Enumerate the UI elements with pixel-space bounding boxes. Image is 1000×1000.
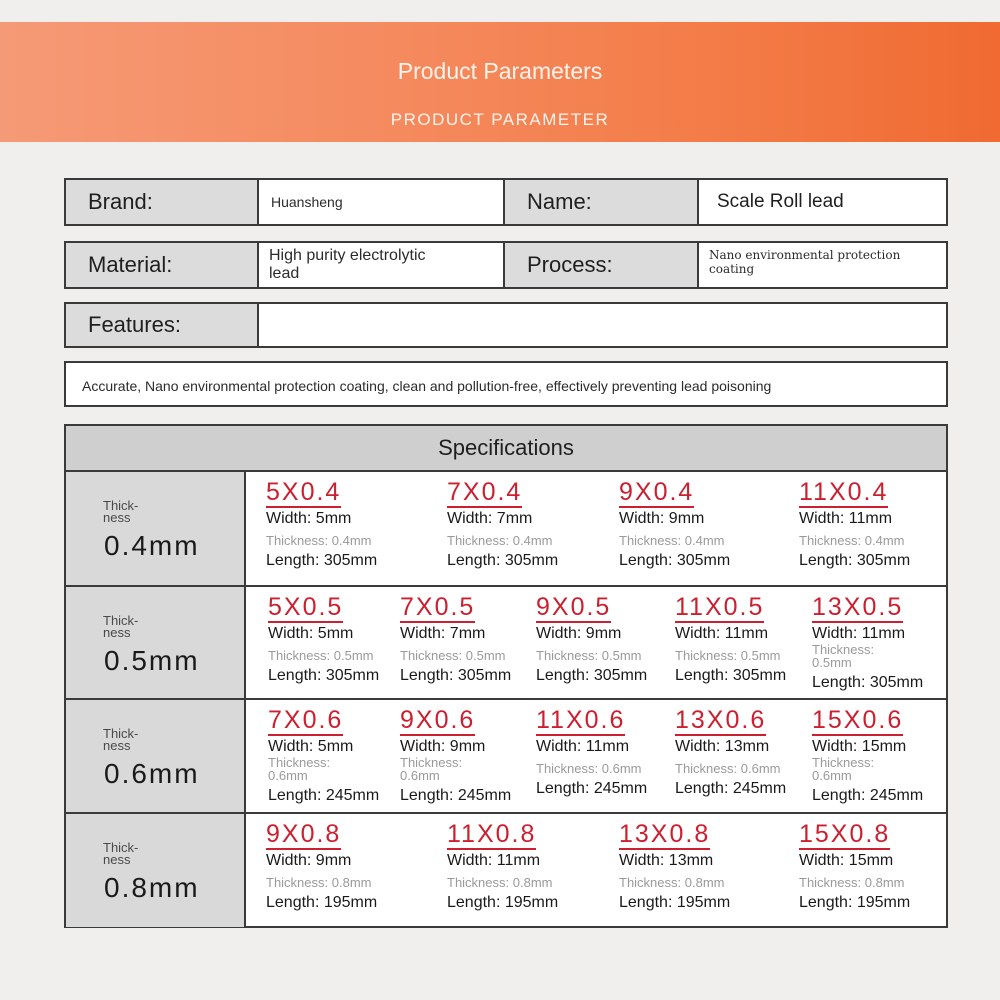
thickness-value: 0.4mm xyxy=(104,530,200,561)
spec-width: Width: 11mm xyxy=(812,625,906,642)
thickness-cell xyxy=(66,700,246,813)
thickness-cell xyxy=(66,472,246,585)
material-value-cell xyxy=(257,243,503,287)
spec-length: Length: 245mm xyxy=(400,787,512,804)
thickness-label: Thick-ness xyxy=(103,726,139,753)
spec-row xyxy=(66,472,946,585)
thickness-label: Thick-ness xyxy=(103,498,139,525)
spec-length: Length: 245mm xyxy=(812,787,924,804)
spec-thickness: Thickness: 0.6mm xyxy=(812,755,875,783)
features-label: Features: xyxy=(88,312,181,337)
spec-length: Length: 195mm xyxy=(619,894,731,911)
spec-code: 15X0.6 xyxy=(812,706,904,734)
thickness-cell xyxy=(66,587,246,700)
spec-item xyxy=(447,820,558,912)
spec-code: 11X0.8 xyxy=(447,820,537,848)
process-value-cell xyxy=(697,243,946,287)
spec-length: Length: 305mm xyxy=(619,552,731,569)
spec-row xyxy=(66,587,946,700)
spec-length: Length: 305mm xyxy=(799,552,911,569)
spec-length: Length: 245mm xyxy=(268,787,380,804)
spec-item xyxy=(400,706,511,805)
spec-thickness: Thickness: 0.8mm xyxy=(266,875,372,890)
spec-width: Width: 11mm xyxy=(536,738,630,755)
spec-width: Width: 11mm xyxy=(675,625,769,642)
page-title: Product Parameters xyxy=(397,58,603,84)
features-row xyxy=(64,302,948,348)
page-subtitle: PRODUCT PARAMETER xyxy=(390,110,610,129)
spec-width: Width: 5mm xyxy=(268,625,354,642)
spec-item xyxy=(266,478,377,570)
spec-width: Width: 5mm xyxy=(268,738,354,755)
spec-thickness: Thickness: 0.4mm xyxy=(799,533,905,548)
spec-length: Length: 305mm xyxy=(268,667,380,684)
spec-item xyxy=(812,593,923,692)
spec-item xyxy=(619,478,730,570)
spec-code: 15X0.8 xyxy=(799,820,891,848)
spec-width: Width: 7mm xyxy=(400,625,486,642)
spec-item xyxy=(447,478,558,570)
process-value: Nano environmental protection coating xyxy=(709,248,901,276)
spec-thickness: Thickness: 0.8mm xyxy=(619,875,725,890)
name-value: Scale Roll lead xyxy=(717,191,844,212)
spec-length: Length: 195mm xyxy=(799,894,911,911)
spec-code: 7X0.4 xyxy=(447,478,523,506)
spec-length: Length: 305mm xyxy=(812,674,924,691)
spec-thickness: Thickness: 0.4mm xyxy=(266,533,372,548)
header-banner xyxy=(0,22,1000,142)
spec-code: 9X0.8 xyxy=(266,820,342,848)
spec-item xyxy=(799,820,910,912)
spec-length: Length: 305mm xyxy=(400,667,512,684)
spec-thickness: Thickness: 0.8mm xyxy=(799,875,905,890)
spec-width: Width: 9mm xyxy=(400,738,486,755)
spec-thickness: Thickness: 0.6mm xyxy=(675,761,781,776)
spec-code: 11X0.5 xyxy=(675,593,765,621)
spec-thickness: Thickness: 0.5mm xyxy=(536,648,642,663)
spec-width: Width: 15mm xyxy=(799,852,894,869)
spec-width: Width: 15mm xyxy=(812,738,907,755)
spec-code: 7X0.5 xyxy=(400,593,476,621)
spec-width: Width: 13mm xyxy=(675,738,770,755)
spec-length: Length: 305mm xyxy=(536,667,648,684)
spec-length: Length: 195mm xyxy=(266,894,378,911)
thickness-label: Thick-ness xyxy=(103,840,139,867)
spec-code: 11X0.6 xyxy=(536,706,626,734)
spec-code: 13X0.6 xyxy=(675,706,767,734)
spec-thickness: Thickness: 0.5mm xyxy=(400,648,506,663)
spec-code: 9X0.5 xyxy=(536,593,612,621)
brand-value-cell xyxy=(257,180,503,224)
name-label: Name: xyxy=(527,189,592,214)
process-label: Process: xyxy=(527,252,613,277)
spec-item xyxy=(536,706,647,798)
process-label-cell xyxy=(503,243,697,287)
brand-value: Huansheng xyxy=(271,194,343,210)
spec-code: 5X0.4 xyxy=(266,478,342,506)
brand-label-cell xyxy=(66,180,257,224)
spec-thickness: Thickness: 0.6mm xyxy=(268,755,331,783)
material-label-cell xyxy=(66,243,257,287)
spec-width: Width: 7mm xyxy=(447,510,533,527)
spec-code: 7X0.6 xyxy=(268,706,344,734)
spec-code: 9X0.4 xyxy=(619,478,695,506)
spec-thickness: Thickness: 0.6mm xyxy=(400,755,463,783)
spec-length: Length: 305mm xyxy=(447,552,559,569)
spec-width: Width: 9mm xyxy=(266,852,352,869)
spec-width: Width: 9mm xyxy=(536,625,622,642)
spec-code: 9X0.6 xyxy=(400,706,476,734)
spec-item xyxy=(675,593,786,685)
brand-name-row xyxy=(64,178,948,226)
thickness-value: 0.5mm xyxy=(104,645,200,676)
thickness-value: 0.8mm xyxy=(104,872,200,903)
spec-item xyxy=(619,820,730,912)
spec-item xyxy=(400,593,511,685)
thickness-label: Thick-ness xyxy=(103,613,139,640)
features-label-cell xyxy=(66,304,257,346)
spec-thickness: Thickness: 0.4mm xyxy=(619,533,725,548)
material-process-row xyxy=(64,241,948,289)
spec-thickness: Thickness: 0.5mm xyxy=(268,648,374,663)
spec-length: Length: 195mm xyxy=(447,894,559,911)
spec-code: 13X0.8 xyxy=(619,820,711,848)
spec-length: Length: 245mm xyxy=(536,780,648,797)
spec-item xyxy=(268,593,379,685)
features-text: Accurate, Nano environmental protection coating, clean and pollution-free, effectively preventing lead poisoning xyxy=(82,378,772,394)
material-label: Material: xyxy=(88,252,173,277)
thickness-value: 0.6mm xyxy=(104,758,200,789)
spec-width: Width: 9mm xyxy=(619,510,705,527)
thickness-cell xyxy=(66,814,246,927)
spec-thickness: Thickness: 0.5mm xyxy=(812,642,875,670)
spec-item xyxy=(268,706,379,805)
spec-width: Width: 11mm xyxy=(447,852,541,869)
spec-code: 5X0.5 xyxy=(268,593,344,621)
brand-label: Brand: xyxy=(88,189,153,214)
spec-code: 13X0.5 xyxy=(812,593,904,621)
features-text-box xyxy=(64,361,948,407)
spec-thickness: Thickness: 0.5mm xyxy=(675,648,781,663)
features-empty-cell xyxy=(257,304,946,346)
spec-item xyxy=(536,593,647,685)
spec-code: 11X0.4 xyxy=(799,478,889,506)
spec-width: Width: 13mm xyxy=(619,852,714,869)
spec-item xyxy=(799,478,910,570)
spec-thickness: Thickness: 0.4mm xyxy=(447,533,553,548)
spec-length: Length: 305mm xyxy=(266,552,378,569)
spec-length: Length: 245mm xyxy=(675,780,787,797)
spec-item xyxy=(675,706,786,798)
specifications-title: Specifications xyxy=(66,426,946,472)
spec-row xyxy=(66,700,946,813)
name-value-cell xyxy=(697,180,946,224)
spec-thickness: Thickness: 0.6mm xyxy=(536,761,642,776)
material-value: High purity electrolytic lead xyxy=(269,247,426,282)
name-label-cell xyxy=(503,180,697,224)
spec-row xyxy=(66,814,946,927)
spec-thickness: Thickness: 0.8mm xyxy=(447,875,553,890)
spec-item xyxy=(266,820,377,912)
spec-item xyxy=(812,706,923,805)
spec-width: Width: 11mm xyxy=(799,510,893,527)
spec-width: Width: 5mm xyxy=(266,510,352,527)
spec-length: Length: 305mm xyxy=(675,667,787,684)
specifications-table xyxy=(64,424,948,928)
